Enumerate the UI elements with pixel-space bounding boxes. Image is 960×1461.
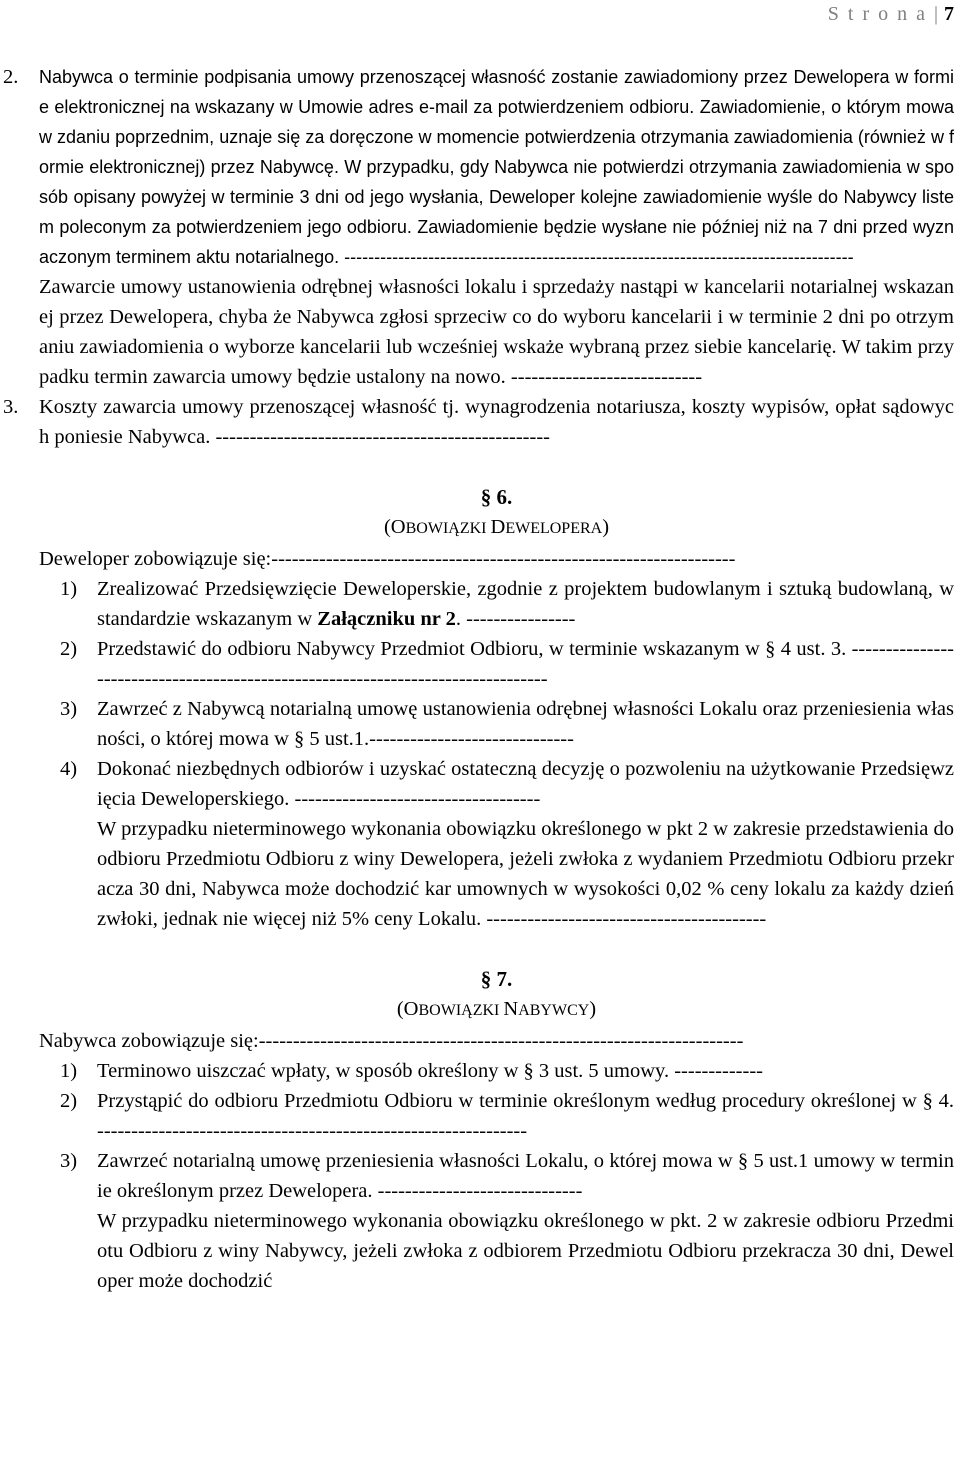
list-item	[60, 574, 954, 634]
clause-text: Koszty zawarcia umowy przenoszącej własność tj. wynagrodzenia notariusza, koszty wypisów, opłat sądowych poniesie Nabywca. -------------------------------------------------	[39, 396, 954, 448]
section-number: § 7.	[480, 967, 513, 991]
page-separator: |	[933, 3, 940, 25]
list-text: Przystąpić do odbioru Przedmiotu Odbioru w terminie określonym według procedury określonej w § 4. ---------------------------------------------------------------	[97, 1090, 954, 1142]
section-title: (OBOWIĄZKI NABYWCY)	[396, 998, 597, 1020]
list-text: Przedstawić do odbioru Nabywcy Przedmiot Odbioru, w terminie wskazanym w § 4 ust. 3. ---------------------------------------------------------------------------------	[97, 638, 954, 690]
clause-3	[3, 392, 954, 452]
list-item	[60, 694, 954, 754]
section-intro: Nabywca zobowiązuje się:-----------------------------------------------------------------------	[39, 1030, 744, 1052]
clause-number: 3.	[3, 396, 19, 418]
document-body	[3, 62, 954, 1296]
page-number: 7	[944, 3, 954, 25]
list-number: 3)	[60, 1150, 78, 1172]
list-item	[60, 754, 954, 814]
clause-text-sans: Nabywca o terminie podpisania umowy przenoszącej własność zostanie zawiadomiony przez Dewelopera w formie elektronicznej na wskazany w Umowie adres e-mail za potwierdzeniem odbioru. Zawiadomienie, o którym mowa w zdaniu poprzednim, uznaje się za doręczone w momencie potwierdzenia otrzymania zawiadomienia (również w formie elektronicznej) przez Nabywcę. W przypadku, gdy Nabywca nie potwierdzi otrzymania zawiadomienia w sposób opisany powyżej w terminie 3 dni od jego wysłania, Deweloper kolejne zawiadomienie wyśle do Nabywcy listem poleconym za potwierdzeniem jego odbioru. Zawiadomienie będzie wysłane nie później niż na 7 dni przed wyznaczonym terminem aktu notarialnego. -------------------------------------------------------------------------------------	[39, 67, 954, 267]
list-text: Zawrzeć notarialną umowę przeniesienia własności Lokalu, o której mowa w § 5 ust.1 umowy w terminie określonym przez Dewelopera. ------------------------------	[97, 1150, 954, 1202]
section-title: (OBOWIĄZKI DEWELOPERA)	[383, 516, 610, 538]
list-number: 2)	[60, 1090, 78, 1112]
section-number: § 6.	[480, 485, 513, 509]
penalty-clause: W przypadku nieterminowego wykonania obowiązku określonego w pkt. 2 w zakresie odbioru Przedmiotu Odbioru z winy Nabywcy, jeżeli zwłoka z odbiorem Przedmiotu Odbioru przekracza 30 dni, Deweloper może dochodzić	[97, 1210, 954, 1292]
list-item	[60, 634, 954, 694]
page-header	[828, 0, 954, 28]
penalty-clause: W przypadku nieterminowego wykonania obowiązku określonego w pkt 2 w zakresie przedstawienia do odbioru Przedmiotu Odbioru z winy Dewelopera, jeżeli zwłoka z wydaniem Przedmiotu Odbioru przekracza 30 dni, Nabywca może dochodzić kar umownych w wysokości 0,02 % ceny lokalu za każdy dzień zwłoki, jednak nie więcej niż 5% ceny Lokalu. -----------------------------------------	[97, 818, 954, 930]
list-number: 1)	[60, 1060, 78, 1082]
list-text: Terminowo uiszczać wpłaty, w sposób określony w § 3 ust. 5 umowy. -------------	[97, 1060, 763, 1082]
attachment-reference: Załączniku nr 2	[317, 608, 456, 630]
list-text: Dokonać niezbędnych odbiorów i uzyskać ostateczną decyzję o pozwoleniu na użytkowanie Przedsięwzięcia Deweloperskiego. ------------------------------------	[97, 758, 954, 810]
list-number: 1)	[60, 578, 78, 600]
list-number: 2)	[60, 638, 78, 660]
list-item	[60, 1086, 954, 1146]
list-number: 4)	[60, 758, 78, 780]
list-text: Zawrzeć z Nabywcą notarialną umowę ustanowienia odrębnej własności Lokalu oraz przeniesienia własności, o której mowa w § 5 ust.1.------------------------------	[97, 698, 954, 750]
clause-2	[3, 62, 954, 392]
clause-number: 2.	[3, 66, 19, 88]
list-text: Zrealizować Przedsięwzięcie Deweloperskie, zgodnie z projektem budowlanym i sztuką budowlaną, w standardzie wskazanym w Załączniku nr 2. ----------------	[97, 578, 954, 630]
list-item	[60, 1146, 954, 1206]
clause-text: Zawarcie umowy ustanowienia odrębnej własności lokalu i sprzedaży nastąpi w kancelarii notarialnej wskazanej przez Dewelopera, chyba że Nabywca zgłosi sprzeciw co do wyboru kancelarii i w terminie 2 dni po otrzymaniu zawiadomienia o wyborze kancelarii lub wcześniej wskaże wybraną przez siebie kancelarię. W takim przypadku termin zawarcia umowy będzie ustalony na nowo. ----------------------------	[39, 276, 954, 388]
list-item	[60, 1056, 954, 1086]
list-number: 3)	[60, 698, 78, 720]
section-intro: Deweloper zobowiązuje się:--------------------------------------------------------------------	[39, 548, 736, 570]
page-label: S t r o n a	[827, 3, 927, 25]
